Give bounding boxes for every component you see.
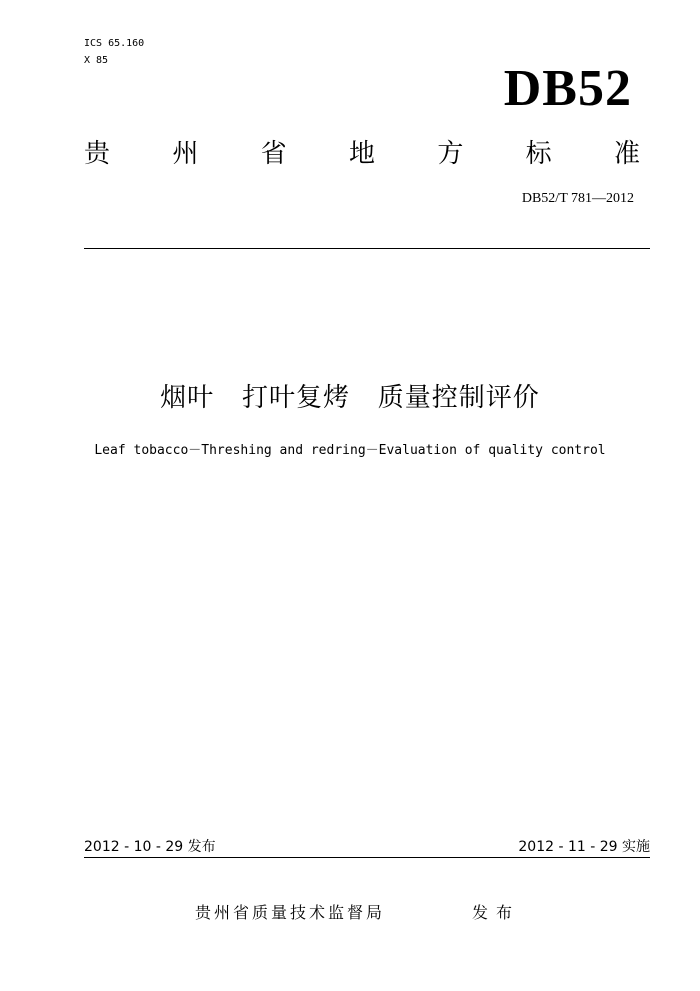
- authority-title: [84, 136, 640, 172]
- authority-char: 贵: [84, 139, 111, 169]
- title-part: 烟叶: [160, 383, 215, 413]
- title-part: 打叶复烤: [241, 383, 350, 413]
- authority-char: 州: [172, 139, 199, 169]
- title-part: 质量控制评价: [377, 383, 540, 413]
- authority-char: 方: [437, 139, 464, 169]
- authority-char: 标: [525, 139, 552, 169]
- header-divider: [84, 248, 650, 249]
- authority-char: 地: [348, 139, 375, 169]
- publish-label: 发布: [472, 903, 521, 922]
- ics-code: ICS 65.160: [84, 38, 145, 49]
- issue-date: 2012 - 10 - 29 发布: [84, 839, 216, 855]
- authority-char: 准: [613, 139, 640, 169]
- authority-char: 省: [260, 139, 287, 169]
- chinese-title: [0, 378, 700, 418]
- standard-logo: DB52: [503, 60, 632, 117]
- implementation-date: 2012 - 11 - 29 实施: [518, 839, 650, 855]
- classification-code: X 85: [84, 55, 109, 66]
- publisher: 贵州省质量技术监督局: [195, 903, 386, 922]
- standard-number: DB52/T 781—2012: [521, 191, 634, 206]
- english-title: Leaf tobacco－Threshing and redring－Evaluation of quality control: [94, 443, 606, 458]
- footer-divider: [84, 857, 650, 858]
